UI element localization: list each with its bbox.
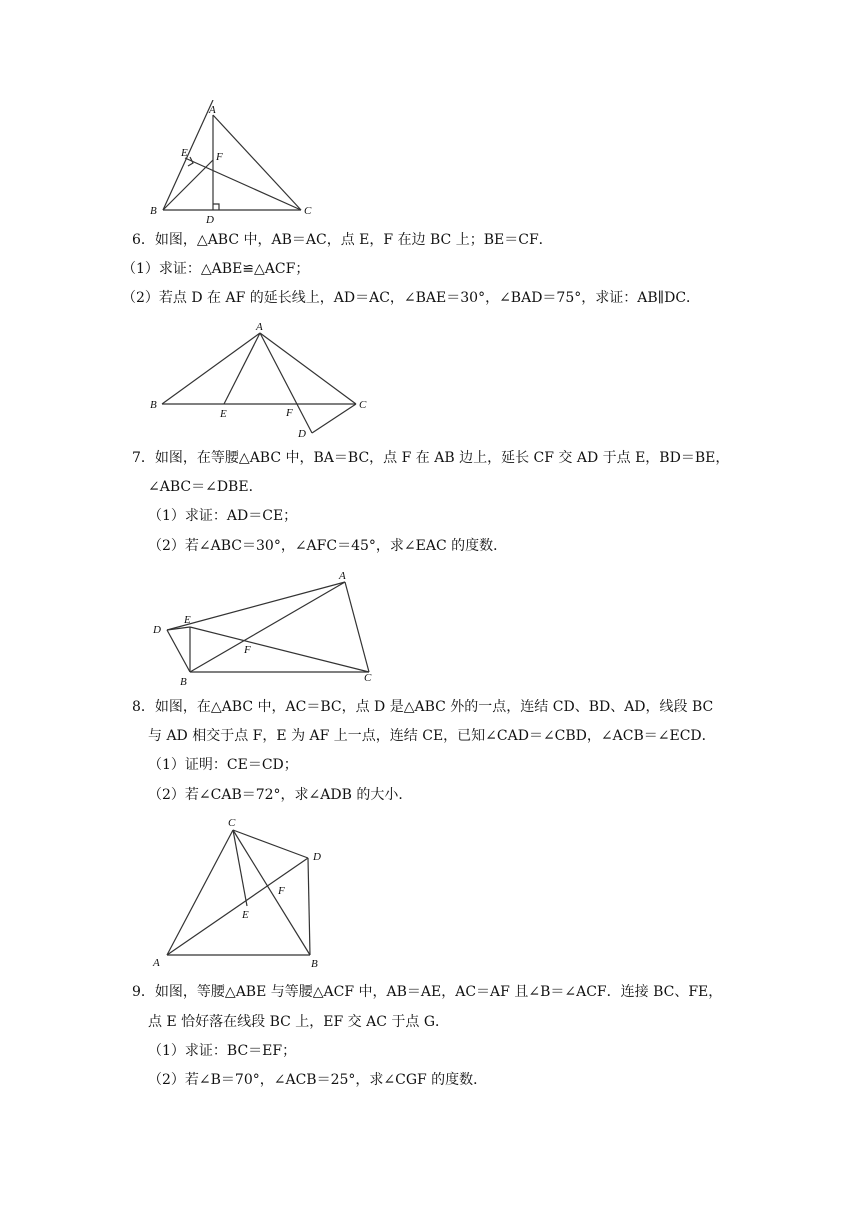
label-e: E	[220, 408, 227, 420]
segment-ca	[167, 830, 233, 955]
problem-7-number: 7．	[132, 450, 155, 466]
problem-9-stem-text: 如图，等腰△ABE 与等腰△ACF 中，AB＝AE，AC＝AF 且∠B＝∠ACF．连接 BC、FE，	[154, 984, 723, 1000]
problem-8-part2: （2）若∠CAB＝72°，求∠ADB 的大小．	[148, 787, 413, 803]
label-b: B	[150, 205, 157, 217]
figure-prev-triangle	[140, 100, 340, 225]
problem-7-stem-text: 如图，在等腰△ABC 中，BA＝BC，点 F 在 AB 边上，延长 CF 交 AD 于点 E，BD＝BE，	[154, 450, 730, 466]
right-angle-d	[213, 204, 219, 210]
segment-bf	[163, 160, 213, 210]
segment-ab	[162, 333, 260, 404]
problem-9-stem	[132, 982, 722, 1002]
label-a: A	[209, 104, 216, 116]
label-d: D	[298, 428, 306, 440]
segment-ae	[224, 333, 260, 404]
figure-problem-8	[145, 812, 345, 972]
label-b: B	[180, 676, 187, 688]
problem-7-part1: （1）求证：AD＝CE；	[148, 508, 298, 524]
label-a: A	[339, 570, 346, 582]
label-f: F	[216, 151, 223, 163]
problem-7-part2: （2）若∠ABC＝30°，∠AFC＝45°，求∠EAC 的度数．	[148, 538, 508, 554]
problem-9-part1: （1）求证：BC＝EF；	[148, 1043, 297, 1059]
segment-dc	[312, 404, 356, 433]
label-b: B	[150, 399, 157, 411]
label-e: E	[242, 909, 249, 921]
problem-8-stem	[132, 697, 713, 717]
label-a: A	[256, 321, 263, 333]
segment-db	[167, 630, 190, 672]
label-e: E	[181, 147, 188, 159]
problem-6-stem-text: 如图，△ABC 中，AB＝AC，点 E，F 在边 BC 上；BE＝CF．	[154, 232, 553, 248]
segment-ec	[190, 627, 369, 672]
problem-7-stem-cont: ∠ABC＝∠DBE．	[148, 479, 263, 495]
segment-db	[308, 858, 310, 955]
problem-9-stem-cont: 点 E 恰好落在线段 BC 上，EF 交 AC 于点 G．	[148, 1014, 450, 1030]
segment-cd	[233, 830, 308, 858]
label-d: D	[206, 214, 214, 225]
segment-ac	[260, 333, 356, 404]
problem-6-part2: （2）若点 D 在 AF 的延长线上，AD＝AC，∠BAE＝30°，∠BAD＝75°，求证：AB∥DC．	[122, 290, 701, 306]
label-c: C	[359, 399, 367, 411]
segment-ab	[190, 582, 345, 672]
segment-ec	[185, 158, 301, 210]
label-d: D	[153, 624, 161, 636]
problem-6-stem	[132, 230, 553, 250]
label-c: C	[228, 817, 236, 829]
problem-8-part1: （1）证明：CE＝CD；	[148, 757, 298, 773]
figure-problem-7	[145, 565, 385, 690]
segment-ad	[167, 582, 345, 630]
segment-ad	[167, 858, 308, 955]
problem-8-stem-cont: 与 AD 相交于点 F，E 为 AF 上一点，连结 CE，已知∠CAD＝∠CBD，∠ACB＝∠ECD．	[148, 728, 716, 744]
problem-7-stem	[132, 448, 729, 468]
label-b: B	[311, 958, 318, 970]
label-d: D	[313, 851, 321, 863]
problem-9-part2: （2）若∠B＝70°，∠ACB＝25°，求∠CGF 的度数．	[148, 1072, 488, 1088]
right-angle-e	[188, 157, 193, 166]
label-c: C	[364, 672, 372, 684]
problem-6-number: 6．	[132, 232, 155, 248]
segment-ab	[163, 100, 213, 210]
label-c: C	[304, 205, 312, 217]
label-a: A	[153, 957, 160, 969]
figure-problem-6	[140, 318, 380, 443]
label-f: F	[278, 885, 285, 897]
segment-ac	[345, 582, 369, 672]
label-f: F	[244, 644, 251, 656]
problem-8-number: 8．	[132, 699, 155, 715]
problem-8-stem-text: 如图，在△ABC 中，AC＝BC，点 D 是△ABC 外的一点，连结 CD、BD、AD，线段 BC	[154, 699, 714, 715]
problem-6-part1: （1）求证：△ABE≌△ACF；	[122, 261, 310, 277]
label-e: E	[184, 614, 191, 626]
problem-9-number: 9．	[132, 984, 155, 1000]
segment-ac	[213, 115, 301, 210]
label-f: F	[286, 407, 293, 419]
